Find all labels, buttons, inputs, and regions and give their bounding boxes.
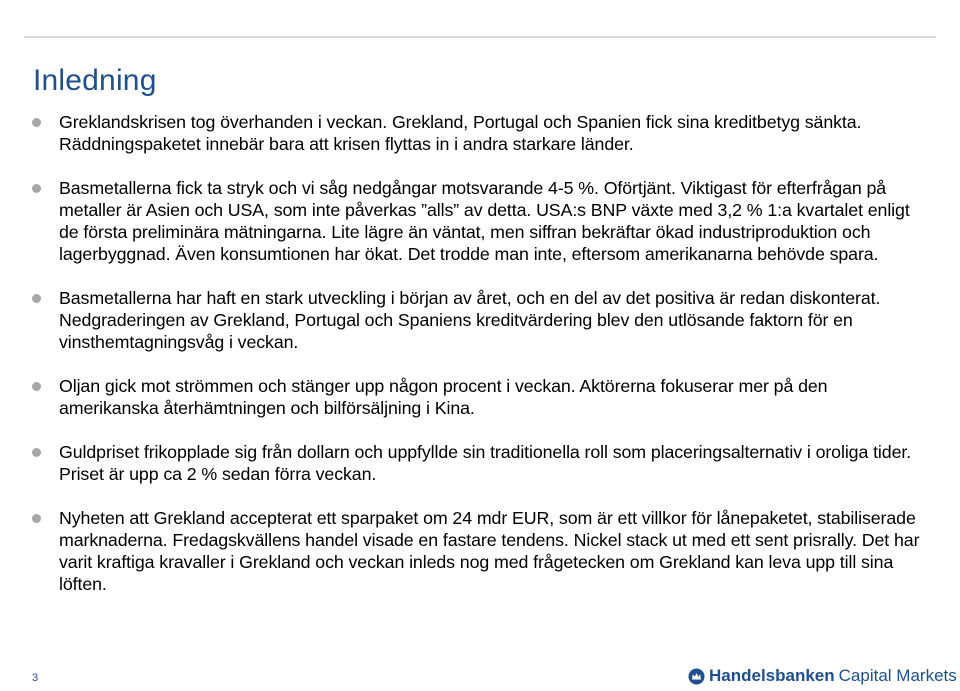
bullet-dot-icon [32,184,41,193]
slide-title: Inledning [33,64,157,97]
page-number: 3 [32,672,39,684]
bullet-text: Basmetallerna har haft en stark utveckling i början av året, och en del av det positiva är redan diskonterat. Nedgraderingen av Grekland, Portugal och Spaniens kreditvärdering blev den utlösande faktorn för en vinsthemtagningsvåg i veckan. [59,288,881,352]
logo-suffix: Capital Markets [838,666,957,685]
bullet-item [32,375,922,419]
bullet-dot-icon [32,514,41,523]
bullet-dot-icon [32,448,41,457]
crown-icon [688,668,705,685]
bullet-text: Oljan gick mot strömmen och stänger upp någon procent i veckan. Aktörerna fokuserar mer på den amerikanska återhämtningen och bilförsäljning i Kina. [59,376,828,418]
bullet-item [32,441,922,485]
bullet-list [32,111,922,595]
bullet-text: Greklandskrisen tog överhanden i veckan. Grekland, Portugal och Spanien fick sina kreditbetyg sänkta. Räddningspaketet innebär bara att krisen flyttas in i andra starkare länder. [59,112,862,154]
handelsbanken-logo [688,666,957,686]
bullet-dot-icon [32,118,41,127]
bullet-dot-icon [32,382,41,391]
bullet-dot-icon [32,294,41,303]
bullet-item [32,507,922,595]
logo-brand: Handelsbanken [709,666,835,685]
bullet-item [32,111,922,155]
top-divider [24,36,936,38]
bullet-item [32,177,922,265]
bullet-text: Guldpriset frikopplade sig från dollarn och uppfyllde sin traditionella roll som placeringsalternativ i oroliga tider. Priset är upp ca 2 % sedan förra veckan. [59,442,912,484]
bullet-text: Nyheten att Grekland accepterat ett sparpaket om 24 mdr EUR, som är ett villkor för lånepaketet, stabiliserade marknaderna. Fredagskvällens handel visade en fastare tendens. Nickel stack ut med ett sent prisrally. Det har varit kraftiga kravaller i Grekland och veckan inleds nog med frågetecken om Grekland kan leva upp till sina löften. [59,508,920,594]
bullet-item [32,287,922,353]
bullet-text: Basmetallerna fick ta stryk och vi såg nedgångar motsvarande 4-5 %. Oförtjänt. Viktigast för efterfrågan på metaller är Asien och USA, som inte påverkas ”alls” av detta. USA:s BNP växte med 3,2 % 1:a kvartalet enligt de första preliminära mätningarna. Lite lägre än väntat, men siffran bekräftar ökad industriproduktion och lagerbyggnad. Även konsumtionen har ökat. Det trodde man inte, eftersom amerikanarna behövde spara. [59,178,910,264]
